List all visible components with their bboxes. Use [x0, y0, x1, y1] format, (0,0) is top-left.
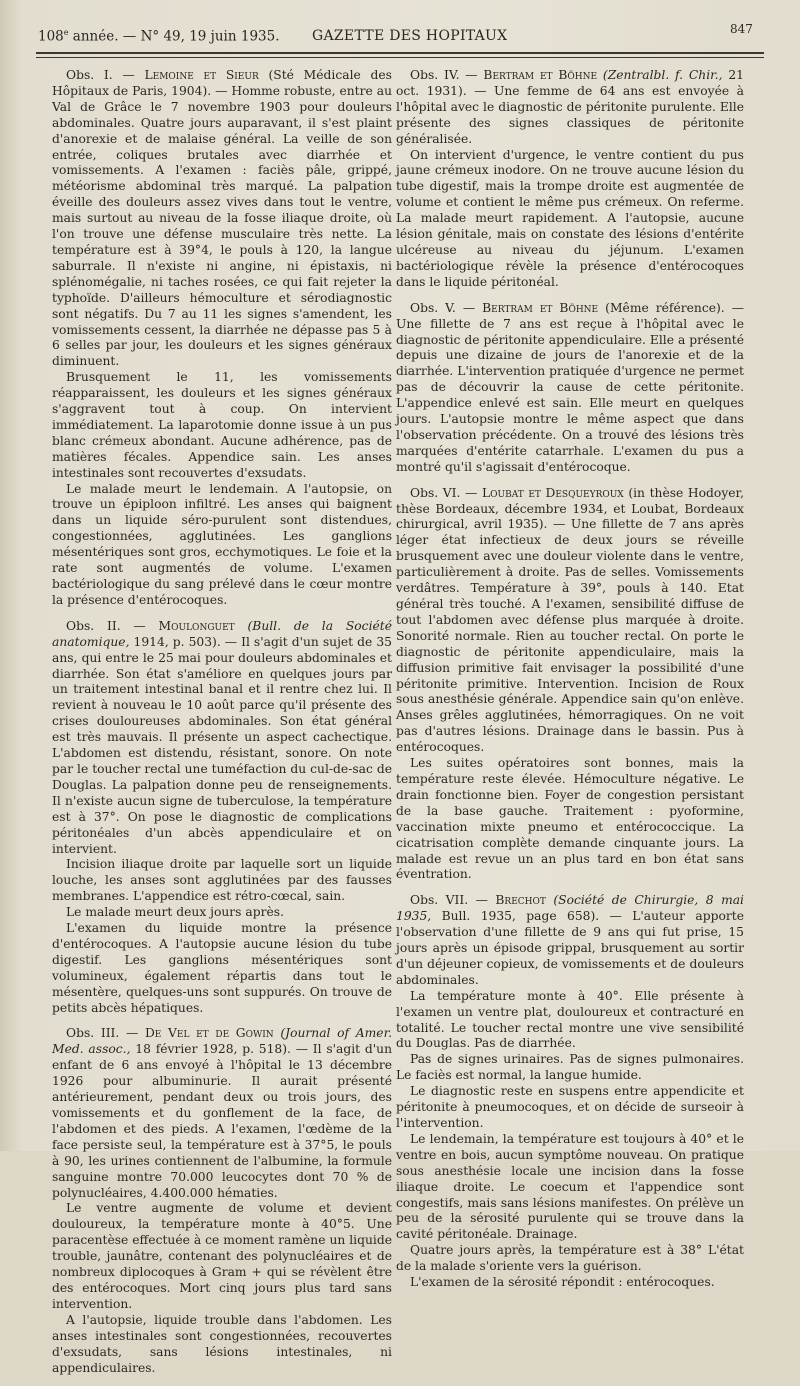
obs-reference: (in thèse Hodoyer, [628, 485, 744, 500]
obs-paragraph: Le malade meurt le lendemain. A l'autopsie, on trouve un épiploon infiltré. Les anses qui baignent dans un liquide séro-purulent sont distendues, congestionnées, agglutinées. Les ganglions mésentériques sont gros, ecchymotiques. Le foie et la rate sont augmentés de volume. L'examen bactériologique du sang prélevé dans le cœur montre la présence d'entérocoques. [52, 481, 392, 607]
obs-paragraph: Le diagnostic reste en suspens entre appendicite et péritonite à pneumocoques, et on décide de surseoir à l'intervention. [396, 1084, 744, 1130]
issue-info: 108e année. — N° 49, 19 juin 1935. [38, 28, 280, 45]
obs-author: De Vel et de Gowin [144, 1026, 274, 1041]
observation-7 [396, 893, 744, 1291]
header-rule-thick [36, 52, 764, 54]
obs-text: 21 oct. 1931). — Une femme de 64 ans est envoyée à l'hôpital avec le diagnostic de péritonite purulente. Elle présente des signes classiques de péritonite généralisée. [396, 68, 744, 146]
obs-author: Brechot [495, 893, 546, 908]
obs-reference: (Journal of Amer. Med. assoc., [52, 1026, 393, 1057]
obs-paragraph: Pas de signes urinaires. Pas de signes pulmonaires. Le faciès est normal, la langue humide. [396, 1052, 744, 1083]
obs-paragraph [396, 893, 744, 988]
right-column [396, 68, 744, 1301]
observation-6 [396, 486, 744, 884]
observation-1 [52, 68, 392, 609]
obs-paragraph [396, 486, 744, 756]
obs-reference: (Même référence). [605, 300, 725, 315]
header-rule-thin [36, 57, 764, 58]
page-number: 847 [730, 22, 753, 36]
observation-3 [52, 1026, 392, 1376]
obs-paragraph [52, 68, 392, 370]
obs-paragraph: L'examen du liquide montre la présence d'entérocoques. A l'autopsie aucune lésion du tube digestif. Les ganglions mésentériques sont volumineux, également répartis dans tout le mésentère, quelques-uns sont suppurés. On trouve de petits abcès hépatiques. [52, 921, 392, 1015]
obs-paragraph: La température monte à 40°. Elle présente à l'examen un ventre plat, douloureux et contracturé en totalité. Le toucher rectal montre une vive sensibilité du Douglas. Pas de diarrhée. [396, 988, 744, 1051]
obs-author: Loubat et Desqueyroux [481, 485, 624, 500]
obs-text: — Une fillette de 7 ans est reçue à l'hôpital avec le diagnostic de péritonite appendiculaire. Elle a présenté depuis une dizaine de jours de l'anorexie et de la diarrhée. L'intervention pratiquée d'urgence ne permet pas de découvrir la cause de cette péritonite. L'appendice enlevé est sain. Elle meurt en quelques jours. L'autopsie montre le même aspect que dans l'observation précédente. On a trouvé des lésions très marquées d'entérite catarrhale. L'examen du pus a montré qu'il s'agissait d'entérocoque. [396, 300, 745, 474]
obs-paragraph: Le malade meurt deux jours après. [66, 905, 284, 920]
obs-paragraph: Quatre jours après, la température est à 38° L'état de la malade s'oriente vers la guérison. [396, 1243, 744, 1274]
obs-author: Bertram et Böhne [482, 300, 599, 315]
obs-label: Obs. IV. — [410, 68, 484, 82]
obs-paragraph: Le ventre augmente de volume et devient douloureux, la température monte à 40°5. Une paracentèse effectuée à ce moment ramène un liquide trouble, jaunâtre, contenant des polynucléaires et de nombreux diplocoques à Gram + qui se révèlent être des entérocoques. Mort cinq jours plus tard sans intervention. [52, 1201, 392, 1311]
obs-paragraph [396, 68, 744, 148]
obs-text: Bull. 1935, page 658). — L'auteur apporte l'observation d'une fillette de 9 ans qui fut prise, 15 jours après un épisode grippal, brusquement au sortir d'un déjeuner copieux, de vomissements et de douleurs abdominales. [396, 909, 744, 987]
obs-author: Moulonguet [158, 618, 235, 633]
obs-paragraph: Le lendemain, la température est toujours à 40° et le ventre en bois, aucun symptôme nouveau. On pratique sous anesthésie locale une incision dans la fosse iliaque droite. Le coecum et l'appendice sont congestifs, mais sans lésions manifestes. On prélève un peu de la sérosité purulente qui se trouve dans la cavité péritonéale. Drainage. [396, 1131, 744, 1242]
obs-author: Bertram et Böhne [483, 68, 598, 82]
journal-title: GAZETTE DES HOPITAUX [312, 28, 508, 44]
obs-paragraph [52, 619, 392, 858]
obs-label: Obs. VII. — [410, 893, 496, 908]
observation-5 [396, 301, 744, 476]
obs-text: thèse Bordeaux, décembre 1934, et Loubat, Bordeaux chirurgical, avril 1935). — Une fillette de 7 ans après léger état infectieux de deux jours se réveille brusquement avec une douleur violente dans le ventre, particulièrement à droite. Pas de selles. Vomissements verdâtres. Température à 39°, pouls à 140. Etat général très touché. A l'examen, sensibilité diffuse de tout l'abdomen avec défense plus marquée à droite. Sonorité normale. Rien au toucher rectal. On porte le diagnostic de péritonite appendiculaire, mais la diffusion primitive fait envisager la possibilité d'une péritonite primitive. Intervention. Incision de Roux sous anesthésie générale. Appendice sain qu'on enlève. Anses grêles agglutinées, hémorragiques. On ne voit pas d'autres lésions. Drainage dans le bassin. Pus à entérocoques. [396, 501, 744, 755]
obs-text: (Sté Médicale des Hôpitaux de Paris, 1904). — Homme robuste, entre au Val de Grâce le 7 novembre 1903 pour douleurs abdominales. Quatre jours auparavant, il s'est plaint d'anorexie et de malaise général. La veille de son entrée, coliques brutales avec diarrhée et vomissements. A l'examen : faciès pâle, grippé, météorisme abdominal très marqué. La palpation éveille des douleurs assez vives dans tout le ventre, mais surtout au niveau de la fosse iliaque droite, où l'on trouve une défense musculaire très nette. La température est à 39°4, le pouls à 120, la langue saburrale. Il n'existe ni angine, ni épistaxis, ni splénomégalie, ni taches rosées, ce qui fait rejeter la typhoïde. D'ailleurs hémoculture et sérodiagnostic sont négatifs. Du 7 au 11 les signes s'amendent, les vomissements cessent, la diarrhée ne dépasse pas 5 à 6 selles par jour, les douleurs et les signes généraux diminuent. [52, 68, 392, 369]
obs-reference: (Société de Chirurgie, 8 mai 1935, [396, 893, 744, 924]
left-column [52, 68, 392, 1386]
obs-label: Obs. V. — [410, 300, 483, 315]
obs-paragraph: Les suites opératoires sont bonnes, mais la température reste élevée. Hémoculture négative. Le drain fonctionne bien. Foyer de congestion persistant de la base gauche. Traitement : pyoformine, vaccination mixte pneumo et entérococcique. La cicatrisation complète demande cinquante jours. La malade est revue un an plus tard en bon état sans éventration. [396, 756, 744, 882]
obs-label: Obs. I. — [66, 68, 145, 82]
obs-paragraph: L'examen de la sérosité répondit : entérocoques. [410, 1275, 715, 1290]
obs-paragraph: On intervient d'urgence, le ventre contient du pus jaune crémeux inodore. On ne trouve aucune lésion du tube digestif, mais la trompe droite est augmentée de volume et contient le même pus crémeux. On referme. La malade meurt rapidement. A l'autopsie, aucune lésion génitale, mais on constate des lésions d'entérite ulcéreuse au niveau du jéjunum. L'examen bactériologique révèle la présence d'entérocoques dans le liquide péritonéal. [396, 147, 744, 289]
obs-paragraph: A l'autopsie, liquide trouble dans l'abdomen. Les anses intestinales sont congestionnées, recouvertes d'exsudats, sans lésions intestinales, ni appendiculaires. [52, 1312, 392, 1375]
obs-paragraph [52, 1026, 392, 1201]
obs-reference: (Zentralbl. f. Chir., [602, 68, 723, 82]
obs-paragraph: Incision iliaque droite par laquelle sort un liquide louche, les anses sont agglutinées par des fausses membranes. L'appendice est rétro-cœcal, sain. [52, 857, 392, 904]
obs-label: Obs. III. — [66, 1026, 145, 1041]
obs-author: Lemoine et Sieur [144, 68, 259, 82]
observation-4 [396, 68, 744, 291]
obs-paragraph: Brusquement le 11, les vomissements réapparaissent, les douleurs et les signes généraux s'aggravent tout à coup. On intervient immédiatement. La laparotomie donne issue à un pus blanc crémeux abondant. Aucune adhérence, pas de matières fécales. Appendice sain. Les anses intestinales sont recouvertes d'exsudats. [52, 370, 392, 480]
obs-text: 18 février 1928, p. 518). — Il s'agit d'un enfant de 6 ans envoyé à l'hôpital le 13 décembre 1926 pour albuminurie. Il aurait présenté antérieurement, pendant deux ou trois jours, des vomissements et du gonflement de la face, de l'abdomen et des pieds. A l'examen, l'œdème de la face persiste seul, la température est à 37°5, le pouls à 90, les urines contiennent de l'albumine, la formule sanguine montre 70.000 leucocytes dont 70 % de polynucléaires, 4.400.000 hématies. [52, 1042, 392, 1200]
obs-reference: (Bull. de la Société anatomique, [52, 618, 392, 649]
obs-label: Obs. VI. — [410, 485, 482, 500]
obs-paragraph [396, 301, 744, 476]
obs-text: 1914, p. 503). — Il s'agit d'un sujet de 35 ans, qui entre le 25 mai pour douleurs abdominales et diarrhée. Son état s'améliore en quelques jours par un traitement intestinal banal et il rentre chez lui. Il revient à nouveau le 10 août parce qu'il présente des crises douloureuses abdominales. Son état général est très mauvais. Il présente un aspect cachectique. L'abdomen est distendu, résistant, sonore. On note par le toucher rectal une tuméfaction du cul-de-sac de Douglas. La palpation donne peu de renseignements. Il n'existe aucun signe de tuberculose, la température est à 37°. On pose le diagnostic de complications péritonéales d'un abcès appendiculaire et on intervient. [52, 634, 392, 856]
running-header [36, 22, 764, 48]
obs-label: Obs. II. — [66, 618, 159, 633]
observation-2 [52, 619, 392, 1017]
